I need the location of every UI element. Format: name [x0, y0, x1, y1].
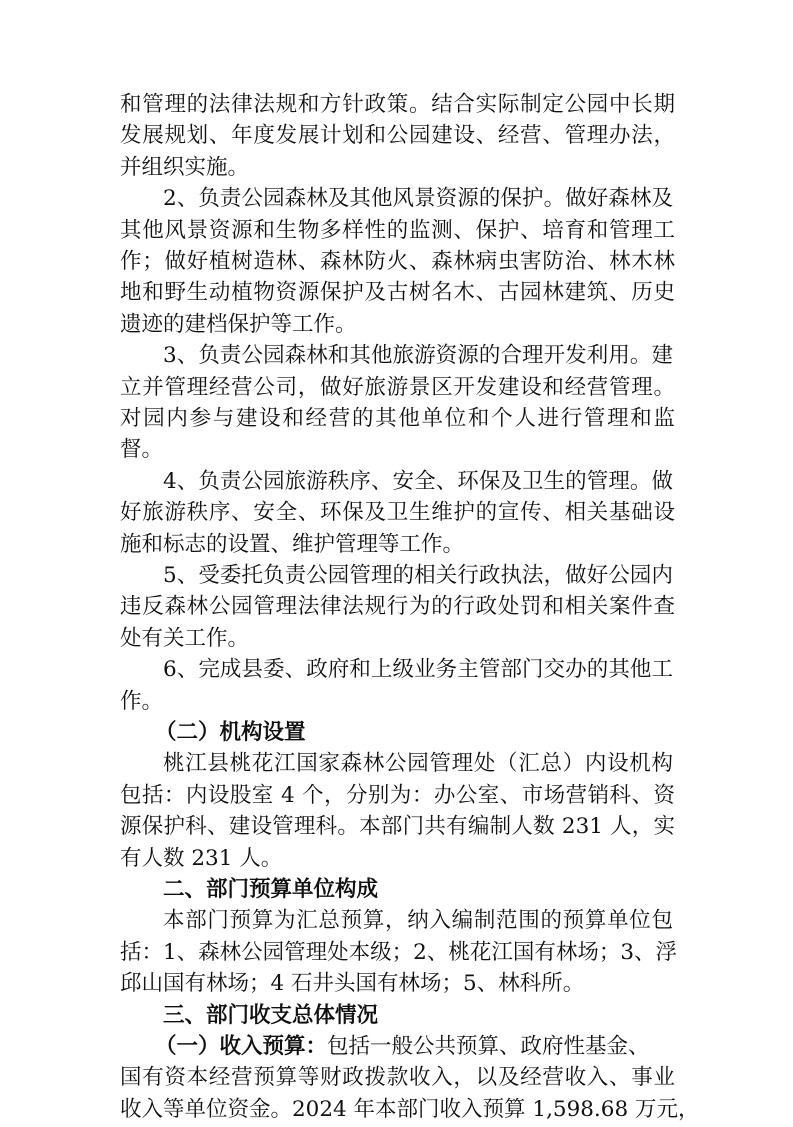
org-line: 源保护科、建设管理科。本部门共有编制人数 231 人，实 [120, 814, 675, 840]
duty6-line: 作。 [120, 688, 164, 714]
intro-line: 和管理的法律法规和方针政策。结合实际制定公园中长期 [120, 92, 675, 117]
overview-heading: 三、部门收支总体情况 [163, 1002, 379, 1028]
duty2-line: 遗迹的建档保护等工作。 [120, 311, 357, 337]
duty3-line: 3、负责公园森林和其他旅游资源的合理开发利用。建 [163, 343, 673, 369]
units-line: 括：1、森林公园管理处本级；2、桃花江国有林场；3、浮 [120, 939, 678, 965]
duty6-line: 6、完成县委、政府和上级业务主管部门交办的其他工 [163, 657, 673, 683]
duty5-line: 违反森林公园管理法律法规行为的行政处罚和相关案件查 [120, 594, 675, 620]
duty5-line: 5、受委托负责公园管理的相关行政执法，做好公园内 [163, 563, 673, 588]
income-line: 收入等单位资金。2024 年本部门收入预算 1,598.68 万元， [120, 1096, 700, 1122]
income-line: 国有资本经营预算等财政拨款收入，以及经营收入、事业 [120, 1065, 675, 1091]
duty5-line: 处有关工作。 [120, 625, 250, 651]
duty2-line: 其他风景资源和生物多样性的监测、保护、培育和管理工 [120, 217, 675, 243]
duty3-line: 立并管理经营公司，做好旅游景区开发建设和经营管理。 [120, 374, 675, 400]
duty2-line: 作；做好植树造林、森林防火、森林病虫害防治、林木林 [120, 249, 675, 274]
duty2-line: 2、负责公园森林及其他风景资源的保护。做好森林及 [163, 186, 673, 212]
units-line: 本部门预算为汇总预算，纳入编制范围的预算单位包 [163, 908, 673, 934]
duty3-line: 督。 [120, 437, 164, 463]
units-heading: 二、部门预算单位构成 [163, 877, 379, 902]
income-label: （一）收入预算： [155, 1034, 328, 1059]
org-heading: （二）机构设置 [155, 720, 306, 745]
org-line: 桃江县桃花江国家森林公园管理处（汇总）内设机构 [163, 751, 673, 777]
org-line: 包括：内设股室 4 个，分别为：办公室、市场营销科、资 [120, 782, 675, 808]
duty3-line: 对园内参与建设和经营的其他单位和个人进行管理和监 [120, 406, 675, 431]
intro-line: 并组织实施。 [120, 154, 250, 180]
income-line: （一）收入预算：包括一般公共预算、政府性基金、 [0, 1030, 793, 1064]
units-line: 邱山国有林场；4 石井头国有林场；5、林科所。 [120, 971, 585, 997]
duty2-line: 地和野生动植物资源保护及古树名木、古园林建筑、历史 [120, 280, 675, 306]
duty4-line: 4、负责公园旅游秩序、安全、环保及卫生的管理。做 [163, 468, 673, 494]
intro-line: 发展规划、年度发展计划和公园建设、经营、管理办法， [120, 123, 675, 149]
duty4-line: 好旅游秩序、安全、环保及卫生维护的宣传、相关基础设 [120, 500, 675, 526]
duty4-line: 施和标志的设置、维护管理等工作。 [120, 531, 465, 557]
org-line: 有人数 231 人。 [120, 845, 283, 871]
